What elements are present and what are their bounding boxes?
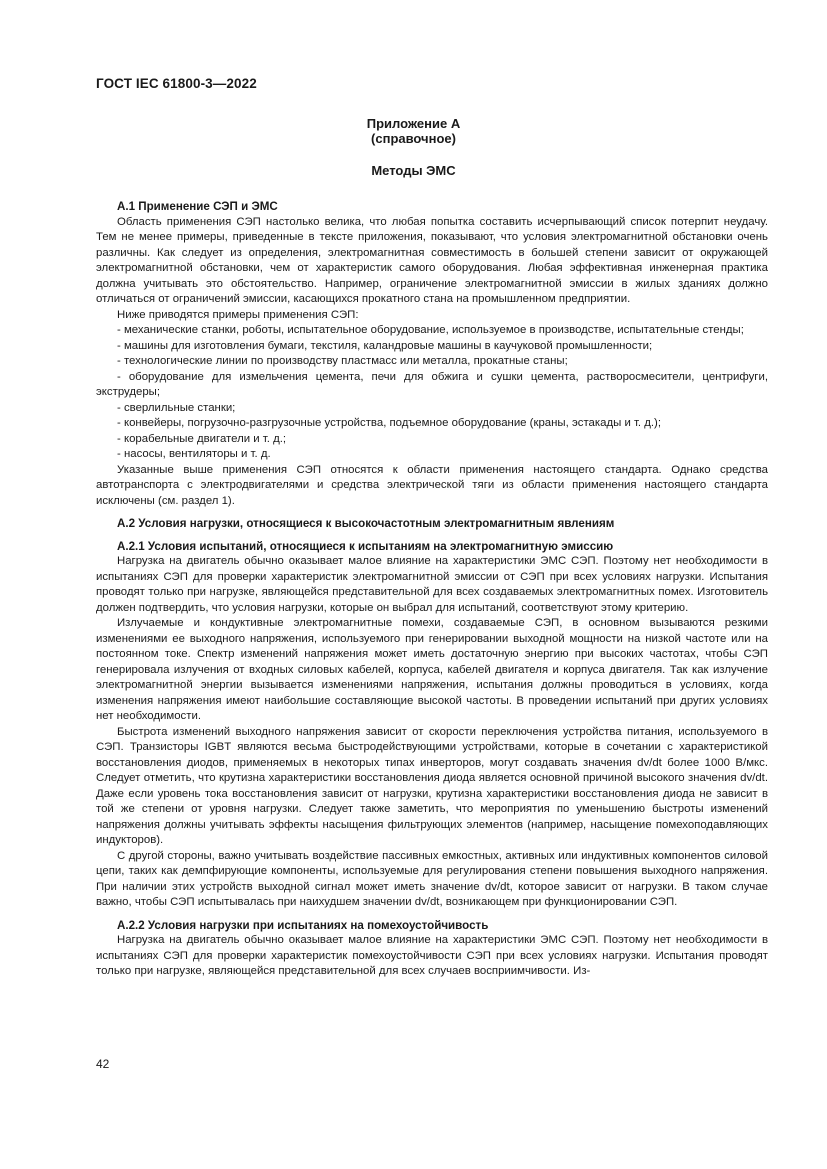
annex-heading xyxy=(96,116,731,146)
list-item: - корабельные двигатели и т. д.; xyxy=(117,432,287,445)
document-body xyxy=(96,199,768,980)
list-item: - оборудование для измельчения цемента, печи для обжига и сушки цемента, растворосмесители, центрифуги, экструдеры; xyxy=(96,370,768,398)
list-item: - конвейеры, погрузочно-разгрузочные устройства, подъемное оборудование (краны, эстакады и т. д.); xyxy=(117,417,662,429)
section-heading-a1: А.1 Применение СЭП и ЭМС xyxy=(117,200,278,213)
paragraph: Нагрузка на двигатель обычно оказывает малое влияние на характеристики ЭМС СЭП. Поэтому нет необходимости в испытаниях СЭП для проверки характеристик электромагнитной эмиссии от СЭП при всех условиях нагрузки. Испытания проводят только при нагрузке, являющейся представительной для всех создаваемых электромагнитных помех. Изготовитель должен подтвердить, что условия нагрузки, которые он выбрал для испытаний, соответствуют этому критерию. xyxy=(96,555,768,614)
paragraph: Область применения СЭП настолько велика, что любая попытка составить исчерпывающий список потерпит неудачу. Тем не менее примеры, приведенные в тексте приложения, показывают, что условия электромагнитной обстановки очень различны. Как следует из определения, электромагнитная совместимость в большей степени зависит от окружающей электромагнитной обстановки, чем от характеристик самого оборудования. Любая эффективная инженерная практика должна учитывать это обстоятельство. Например, ограничение электромагнитной эмиссии в жилых зданиях должно отличаться от ограничений эмиссии, касающихся прокатного стана на промышленном предприятии. xyxy=(96,215,768,305)
section-heading-a2: А.2 Условия нагрузки, относящиеся к высокочастотным электромагнитным явлениям xyxy=(117,517,615,530)
paragraph: С другой стороны, важно учитывать воздействие пассивных емкостных, активных или индуктивных компонентов силовой цепи, таких как демпфирующие компоненты, используемые для регулирования степени повышения выходного напряжения. При наличии этих устройств выходной сигнал может иметь значение dv/dt, которое зависит от нагрузки. В таком случае важно, чтобы СЭП испытывалась при наихудшем значении dv/dt, возникающем при функционировании СЭП. xyxy=(96,849,768,908)
list-item: - насосы, вентиляторы и т. д. xyxy=(117,448,271,460)
list-item: - машины для изготовления бумаги, текстиля, каландровые машины в каучуковой промышленности; xyxy=(117,339,653,352)
list-item: - сверлильные станки; xyxy=(117,401,236,414)
section-heading-a21: А.2.1 Условия испытаний, относящиеся к испытаниям на электромагнитную эмиссию xyxy=(117,539,614,553)
section-heading-a22: А.2.2 Условия нагрузки при испытаниях на помехоустойчивость xyxy=(117,918,489,932)
list-item: - механические станки, роботы, испытательное оборудование, используемое в производстве, испытательные стенды; xyxy=(117,324,744,336)
standard-designation: ГОСТ IEC 61800-3—2022 xyxy=(96,76,257,91)
paragraph: Указанные выше применения СЭП относятся к области применения настоящего стандарта. Однако средства автотранспорта с электродвигателями и средства электрической тяги из области применения настоящего стандарта исключены (см. раздел 1). xyxy=(96,463,768,507)
page-number: 42 xyxy=(96,1057,110,1071)
paragraph: Излучаемые и кондуктивные электромагнитные помехи, создаваемые СЭП, в основном вызываются резкими изменениями ее выходного напряжения, используемого при генерировании выходной мощности на низкой частоте или на постоянном токе. Спектр изменений напряжения может иметь достаточную энергию при высоких частотах, чтобы СЭП генерировала излучения от входных силовых кабелей, корпуса, кабелей двигателя и корпуса двигателя. Так как излучение электромагнитной энергии вызывается изменениями напряжения, испытания должны проводиться в условиях, когда изменения напряжения имеют наибольшие составляющие высокой частоты. В проведении испытаний при других условиях нет необходимости. xyxy=(96,617,768,722)
paragraph: Ниже приводятся примеры применения СЭП: xyxy=(117,308,359,321)
paragraph: Быстрота изменений выходного напряжения зависит от скорости переключения устройства питания, используемого в СЭП. Транзисторы IGBT являются весьма быстродействующими устройствами, которые в сочетании с характеристикой восстановления диодов, применяемых в некоторых типах инверторов, могут создавать значения dv/dt более 1000 В/мкс. Следует отметить, что крутизна характеристики восстановления диода является основной причиной высокого значения dv/dt. Даже если уровень тока восстановления зависит от нагрузки, крутизна характеристики восстановления диода не зависит в той же степени от уровня нагрузки. Следует также заметить, что мероприятия по уменьшению быстроты изменений напряжения должны учитывать эффекты насыщения фильтрующих элементов (например, насыщение помехоподавляющих индукторов). xyxy=(96,725,768,846)
annex-label: Приложение А xyxy=(366,116,461,131)
paragraph: Нагрузка на двигатель обычно оказывает малое влияние на характеристики ЭМС СЭП. Поэтому нет необходимости в испытаниях СЭП для проверки характеристик помехоустойчивости СЭП при всех условиях нагрузки. Испытания проводят только при нагрузке, являющейся представительной для всех случаев восприимчивости. Из- xyxy=(96,934,768,977)
annex-title: Методы ЭМС xyxy=(371,163,456,178)
annex-kind: (справочное) xyxy=(371,131,456,146)
list-item: - технологические линии по производству пластмасс или металла, прокатные станы; xyxy=(117,355,568,367)
